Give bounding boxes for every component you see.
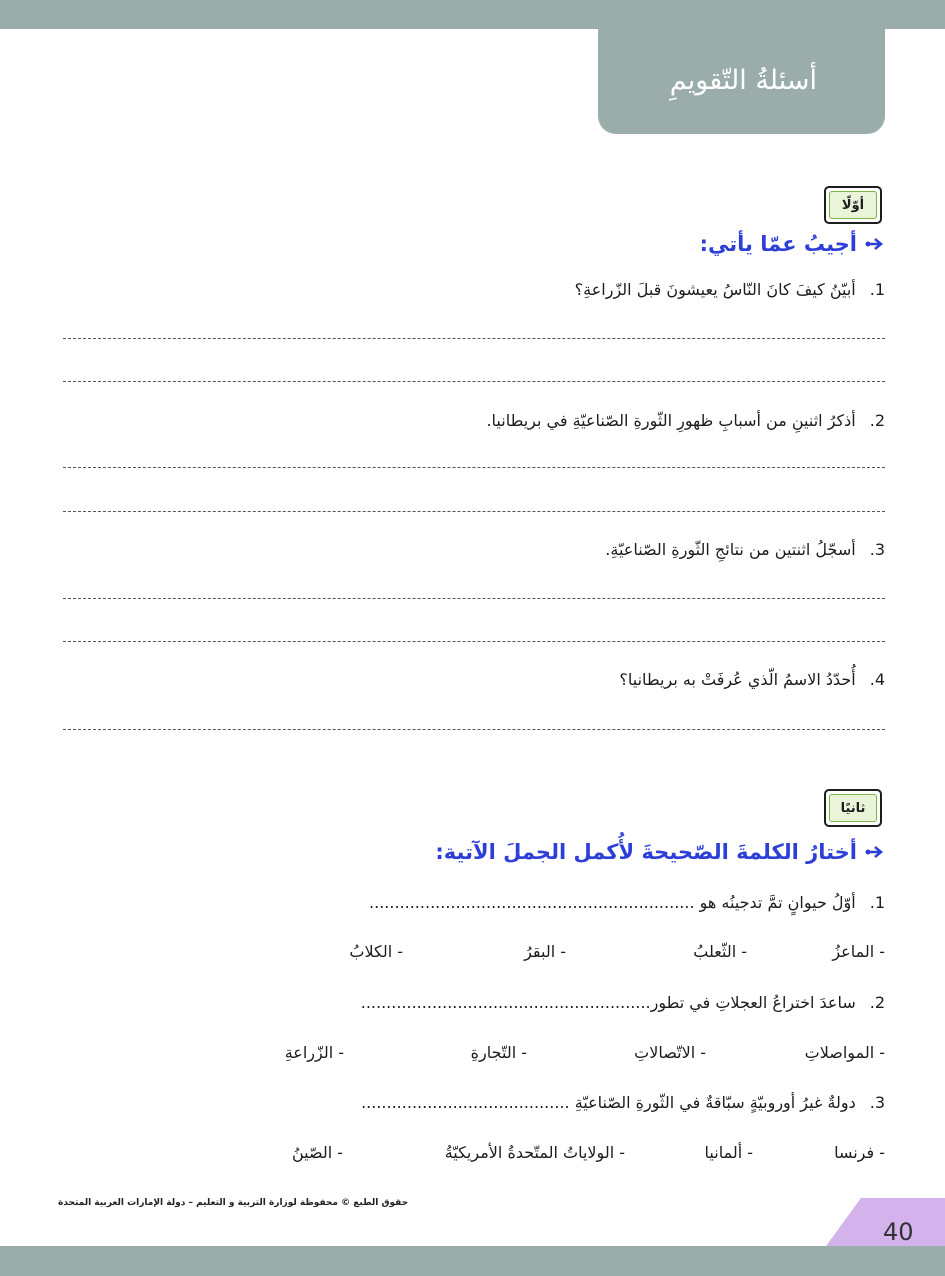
answer-line[interactable] [63, 641, 885, 642]
page-number: 40 [883, 1218, 914, 1246]
section2-badge [824, 789, 882, 827]
section1-heading [700, 232, 885, 256]
arrow-right-icon [865, 237, 885, 251]
question-number: 1. [869, 280, 885, 299]
question [619, 670, 885, 689]
option[interactable]: - الثّعلبُ [693, 942, 747, 961]
title-tab [598, 29, 885, 134]
option[interactable]: - البقرُ [524, 942, 566, 961]
answer-line[interactable] [63, 467, 885, 468]
section1-badge [824, 186, 882, 224]
page-title: أسئلةُ التّقويمِ [669, 65, 817, 96]
question-text: دولةٌ غيرُ أوروبيّةٍ سبّاقةٌ في الثّورةِ الصّناعيّةِ ......................................... [361, 1093, 856, 1112]
section2-heading-text: أختارُ الكلمةَ الصّحيحةَ لأُكمل الجملَ الآتية: [435, 840, 857, 864]
answer-line[interactable] [63, 381, 885, 382]
question-text: أذكرُ اثنينِ من أسبابِ ظهورِ الثّورةِ الصّناعيّةِ في بريطانيا. [486, 411, 856, 430]
question-number: 4. [869, 670, 885, 689]
question-text: أُحدّدُ الاسمُ الّذي عُرفَتْ به بريطانيا؟ [619, 670, 856, 689]
question [486, 411, 885, 430]
answer-line[interactable] [63, 729, 885, 730]
option[interactable]: - الكلابُ [349, 942, 403, 961]
option[interactable]: - ألمانيا [704, 1143, 753, 1162]
option[interactable]: - الصّينُ [291, 1143, 343, 1162]
question [361, 1093, 885, 1112]
arrow-right-icon [865, 845, 885, 859]
question-text: ساعدَ اختراعُ العجلاتِ في تطور......................................................... [360, 993, 856, 1012]
option[interactable]: - الزّراعةِ [284, 1043, 344, 1062]
section1-heading-text: أجيبُ عمّا يأتي: [699, 232, 857, 256]
answer-line[interactable] [63, 511, 885, 512]
question-number: 1. [869, 893, 885, 912]
option[interactable]: - فرنسا [834, 1143, 885, 1162]
answer-line[interactable] [63, 338, 885, 339]
question-text: أسجّلُ اثنتين من نتائجِ الثّورةِ الصّناعيّةِ. [605, 540, 856, 559]
option[interactable]: - الولاياتُ المتّحدةُ الأمريكيّةُ [444, 1143, 625, 1162]
answer-line[interactable] [63, 598, 885, 599]
section2-heading [435, 840, 885, 864]
section1-badge-label: أوّلًا [829, 191, 877, 219]
copyright-notice: حقوق الطبع © محفوظة لوزارة التربية و التعليم – دولة الإمارات العربية المتحدة [58, 1198, 409, 1208]
section2-badge-label: ثانيًا [829, 794, 877, 822]
question [605, 540, 885, 559]
question-text: أبيّنُ كيفَ كانَ النّاسُ يعيشونَ قبلَ الزّراعةِ؟ [574, 280, 856, 299]
option[interactable]: - المواصلاتِ [804, 1043, 885, 1062]
question [369, 893, 885, 912]
option[interactable]: - الاتّصالاتِ [634, 1043, 706, 1062]
question-number: 3. [869, 1093, 885, 1112]
question-number: 2. [869, 993, 885, 1012]
top-bar [0, 0, 945, 29]
question [361, 993, 885, 1012]
question [575, 280, 885, 299]
question-text: أوّلُ حيوانٍ تمَّ تدجينُه هو ................................................................ [369, 893, 856, 912]
option[interactable]: - الماعزُ [832, 942, 885, 961]
question-number: 2. [869, 411, 885, 430]
question-number: 3. [869, 540, 885, 559]
bottom-bar [0, 1246, 945, 1276]
option[interactable]: - التّجارةِ [470, 1043, 527, 1062]
